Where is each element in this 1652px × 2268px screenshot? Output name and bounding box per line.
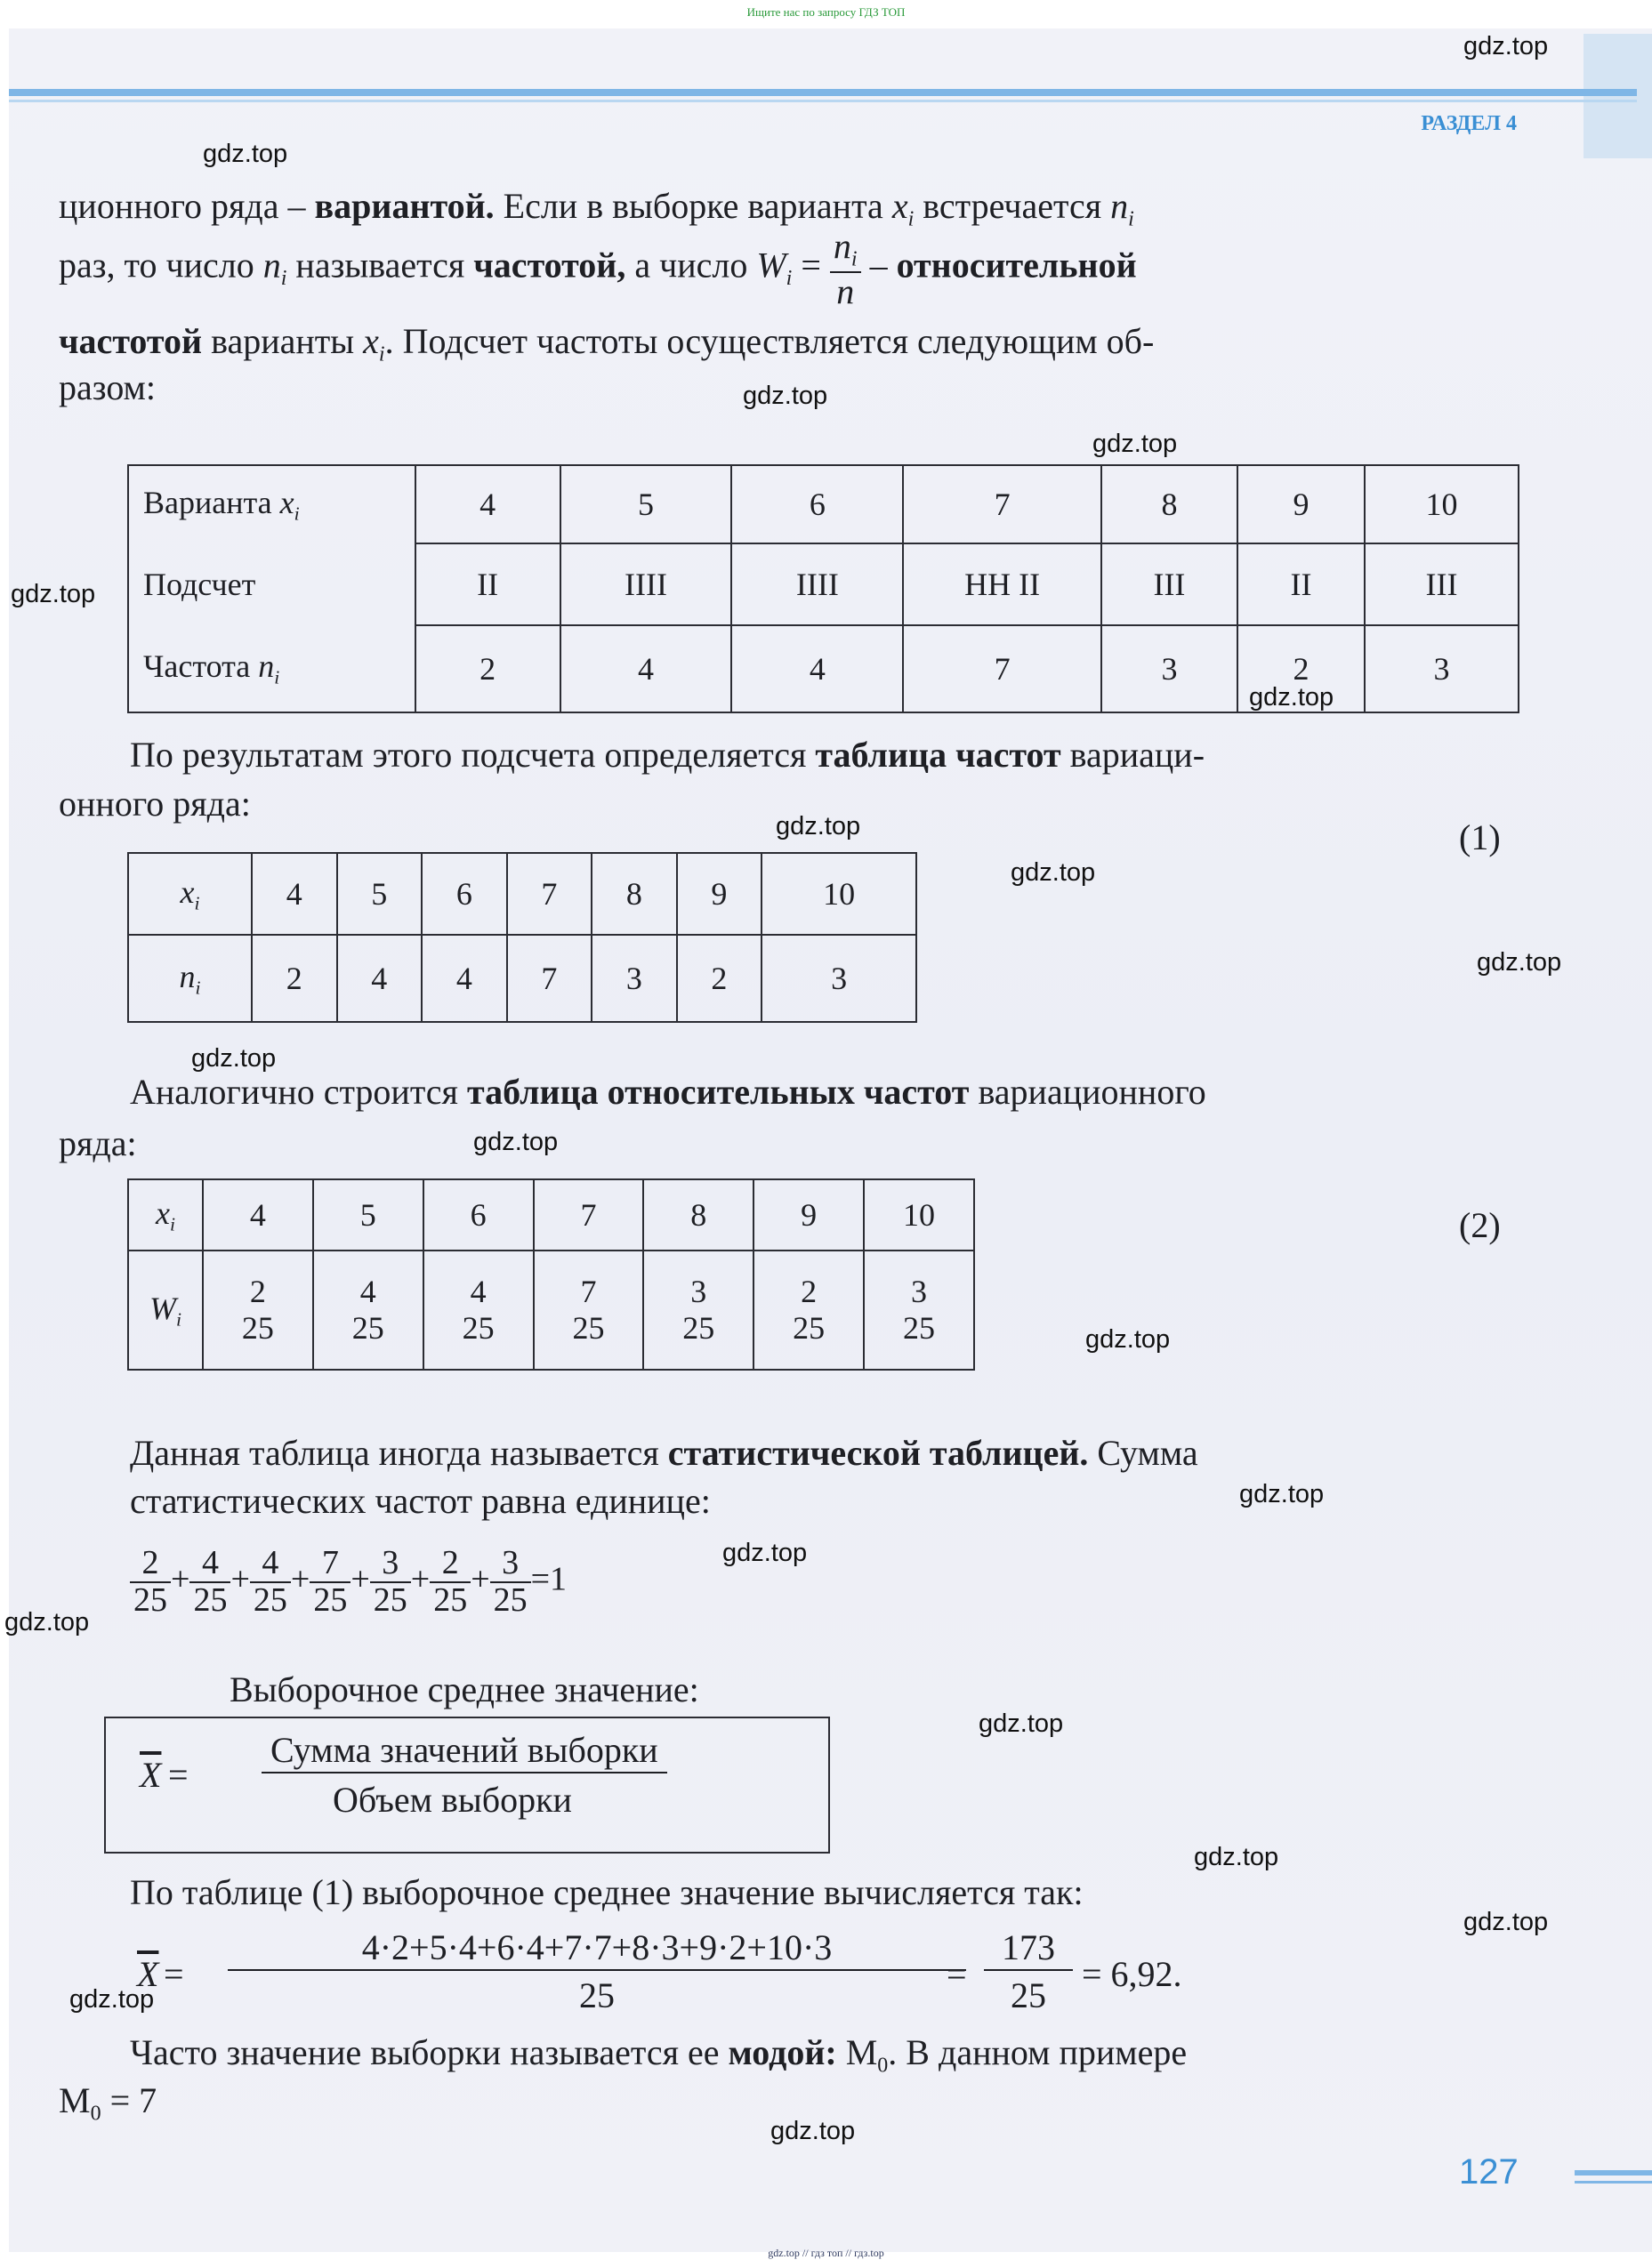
watermark: gdz.top: [1463, 1908, 1549, 1936]
equation-label: (1): [1459, 817, 1501, 857]
text-line: статистических частот равна единице:: [130, 1481, 711, 1521]
equals-sign: =: [164, 1954, 184, 1994]
table-cell: 2 25: [203, 1251, 313, 1370]
table-cell: HH II: [903, 543, 1101, 625]
frequency-table: [127, 852, 917, 1023]
text-line: онного ряда:: [59, 784, 251, 824]
text-line: По результатам этого подсчета определяется таблица частот вариаци-: [130, 735, 1205, 775]
text-line: ряда:: [59, 1123, 137, 1163]
footer-stripe: [1575, 2170, 1652, 2176]
calc-denominator: 25: [579, 1975, 615, 2015]
watermark: gdz.top: [473, 1128, 559, 1156]
mean-denominator: Объем выборки: [333, 1780, 572, 1820]
table-cell: 9: [1237, 465, 1365, 543]
equals-sign: =: [168, 1755, 189, 1795]
watermark: gdz.top: [776, 812, 861, 840]
watermark: gdz.top: [770, 2117, 856, 2145]
table-cell: 4 25: [423, 1251, 534, 1370]
table-cell: IIII: [560, 543, 732, 625]
watermark: gdz.top: [11, 580, 96, 608]
table-cell: 3 25: [864, 1251, 974, 1370]
mean-numerator: Сумма значений выборки: [262, 1729, 667, 1773]
table-cell: 2: [415, 625, 560, 712]
table-cell: 7 25: [534, 1251, 644, 1370]
table-cell: II: [415, 543, 560, 625]
mean-title: Выборочное среднее значение:: [230, 1669, 699, 1709]
text-line: По таблице (1) выборочное среднее значение вычисляется так:: [130, 1872, 1084, 1912]
table-cell: II: [1237, 543, 1365, 625]
calc-numerator: 4·2+5·4+6·4+7·7+8·3+9·2+10·3: [228, 1926, 966, 1971]
row-label-variant: Варианта $x_i$: [128, 465, 415, 543]
watermark: gdz.top: [1477, 948, 1562, 977]
text-line: Аналогично строится таблица относительных частот вариационного: [130, 1072, 1206, 1112]
table-cell: 4: [560, 625, 732, 712]
calc-denominator-2: 25: [1011, 1975, 1046, 2015]
text-line: разом:: [59, 367, 156, 407]
text-line: Часто значение выборки называется ее модой: $M_0$. В данном примере: [130, 2032, 1188, 2078]
table-cell: 7: [507, 935, 592, 1022]
tally-table: [127, 464, 1519, 713]
xbar-symbol: $\overline{X}$: [140, 1755, 162, 1795]
mean-definition-box: [104, 1717, 830, 1854]
calc-result: = 6,92.: [1082, 1954, 1182, 1994]
table-cell: 7: [534, 1179, 644, 1251]
table-cell: 6: [422, 853, 507, 935]
row-label-tally: Подсчет: [128, 543, 415, 625]
equation-label: (2): [1459, 1205, 1501, 1245]
table-cell: 4: [731, 625, 903, 712]
row-label-frequency: Частота $n_i$: [128, 625, 415, 712]
watermark: gdz.top: [69, 1985, 155, 2014]
table-cell: 2: [252, 935, 337, 1022]
calc-numerator-2: 173: [984, 1926, 1073, 1971]
header-Wi: $W_i$: [128, 1251, 203, 1370]
table-cell: 10: [762, 853, 916, 935]
table-cell: 5: [560, 465, 732, 543]
table-cell: 7: [507, 853, 592, 935]
table-cell: 2: [677, 935, 762, 1022]
table-cell: 6: [731, 465, 903, 543]
table-cell: 9: [677, 853, 762, 935]
table-cell: 5: [313, 1179, 423, 1251]
table-cell: 3: [1365, 625, 1519, 712]
watermark: gdz.top: [1463, 32, 1549, 60]
watermark: gdz.top: [1011, 858, 1096, 887]
table-cell: 10: [1365, 465, 1519, 543]
header-rule: [9, 89, 1637, 96]
corner-decoration: [1584, 34, 1652, 158]
table-cell: 8: [643, 1179, 753, 1251]
table-cell: 4: [252, 853, 337, 935]
table-cell: 3: [592, 935, 677, 1022]
table-cell: 9: [753, 1179, 864, 1251]
sum-equation: $\frac{2}{25}$ + $\frac{4}{25}$ + $\frac{4}{25}$ + $\frac{7}{25}$ + $\frac{3}{25}$ + $\frac{2}{25}$ + $\frac{3}{25}$ =1: [130, 1546, 567, 1619]
text-line: ционного ряда – вариантой. Если в выборке варианта $x_i$ встречается $n_i$: [59, 186, 1134, 231]
table-cell: 4 25: [313, 1251, 423, 1370]
table-cell: 4: [415, 465, 560, 543]
table-cell: 7: [903, 625, 1101, 712]
header-Xi: $x_i$: [128, 1179, 203, 1251]
watermark: gdz.top: [203, 140, 288, 168]
watermark: gdz.top: [722, 1539, 808, 1567]
top-watermark-note: Ищите нас по запросу ГДЗ ТОП: [746, 5, 906, 19]
table-cell: IIII: [731, 543, 903, 625]
header-xi: $x_i$: [128, 853, 252, 935]
watermark: gdz.top: [1085, 1325, 1171, 1354]
table-cell: III: [1365, 543, 1519, 625]
watermark: gdz.top: [743, 382, 828, 410]
bottom-watermark-note: gdz.top // гдз топ // гдз.top: [768, 2247, 884, 2259]
header-ni: $n_i$: [128, 935, 252, 1022]
mean-calculation: [130, 1919, 1242, 2026]
equals-sign: =: [947, 1954, 967, 1994]
xbar-symbol: $\overline{X}$: [137, 1954, 159, 1994]
watermark: gdz.top: [1249, 683, 1334, 712]
watermark: gdz.top: [1092, 430, 1178, 458]
text-line: частотой варианты $x_i$. Подсчет частоты осуществляется следующим об-: [59, 321, 1155, 366]
table-cell: 8: [1101, 465, 1237, 543]
watermark: gdz.top: [1194, 1843, 1279, 1871]
table-cell: 6: [423, 1179, 534, 1251]
text-line: $M_0 = 7$: [59, 2080, 157, 2126]
table-cell: 4: [337, 935, 423, 1022]
table-cell: 5: [337, 853, 423, 935]
relative-frequency-table: [127, 1178, 975, 1371]
table-cell: 2: [1237, 625, 1365, 712]
table-cell: 2 25: [753, 1251, 864, 1370]
table-cell: III: [1101, 543, 1237, 625]
table-cell: 4: [203, 1179, 313, 1251]
table-cell: 10: [864, 1179, 974, 1251]
table-cell: 3: [1101, 625, 1237, 712]
table-cell: 3 25: [643, 1251, 753, 1370]
watermark: gdz.top: [979, 1709, 1064, 1738]
table-cell: 7: [903, 465, 1101, 543]
table-cell: 3: [762, 935, 916, 1022]
header-rule-thin: [9, 100, 1637, 102]
footer-stripe-thin: [1575, 2181, 1652, 2184]
section-label: РАЗДЕЛ 4: [1421, 112, 1517, 135]
fraction-ni-over-n: $\frac{n_i}{n}$: [830, 228, 861, 310]
watermark: gdz.top: [191, 1044, 277, 1073]
table-cell: 8: [592, 853, 677, 935]
watermark: gdz.top: [4, 1608, 90, 1637]
text-line: раз, то число $n_i$ называется частотой, а число $W_i$ = $\frac{n_i}{n}$ – относительной: [59, 226, 1137, 311]
watermark: gdz.top: [1239, 1480, 1325, 1508]
text-line: Данная таблица иногда называется статистической таблицей. Сумма: [130, 1433, 1198, 1473]
table-cell: 4: [422, 935, 507, 1022]
page-number: 127: [1459, 2152, 1519, 2192]
